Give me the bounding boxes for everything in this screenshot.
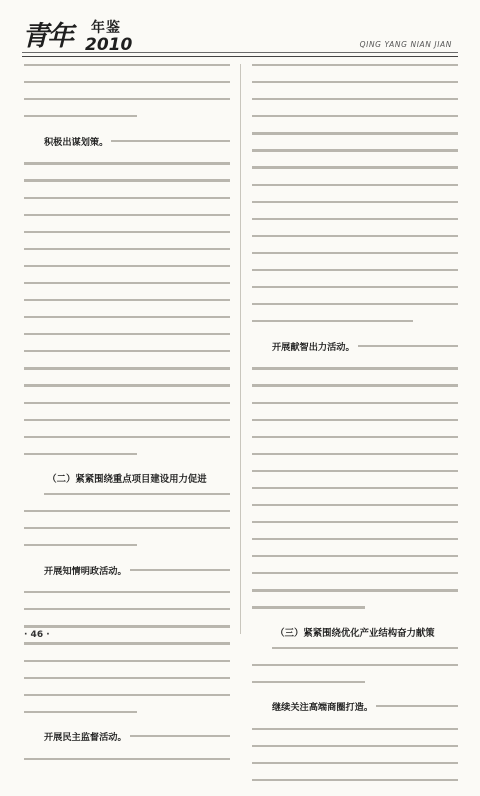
paragraph-lead-in: 开展知情明政活动。 bbox=[44, 565, 127, 577]
logo-calligraphy: 青年 bbox=[22, 21, 72, 52]
section-heading bbox=[24, 470, 230, 487]
masthead-rule-thick bbox=[22, 56, 458, 57]
column-divider bbox=[240, 64, 241, 634]
masthead-pinyin: QING YANG NIAN JIAN bbox=[359, 40, 452, 49]
section-heading-text: （三）紧紧围绕优化产业结构奋力献策 bbox=[275, 628, 435, 640]
lead-paragraph bbox=[44, 561, 230, 578]
lead-paragraph bbox=[272, 698, 458, 715]
section-heading bbox=[252, 624, 458, 641]
paragraph-lead-in: 开展民主监督活动。 bbox=[44, 732, 127, 744]
left-column bbox=[24, 64, 230, 775]
lead-paragraph bbox=[272, 337, 458, 354]
paragraph-lead-in: 开展献智出力活动。 bbox=[272, 341, 355, 353]
masthead bbox=[0, 0, 480, 62]
page-number: · 46 · bbox=[24, 630, 50, 640]
paragraph-lead-in: 继续关注高端商圈打造。 bbox=[272, 702, 374, 714]
masthead-rule bbox=[22, 52, 458, 53]
section-heading-text: （二）紧紧围绕重点项目建设用力促进 bbox=[47, 474, 207, 486]
logo-year: 2010 bbox=[85, 35, 133, 55]
paragraph-lead-in: 积极出谋划策。 bbox=[44, 136, 109, 148]
lead-paragraph bbox=[44, 132, 230, 149]
lead-paragraph bbox=[44, 728, 230, 745]
right-column bbox=[252, 64, 458, 796]
logo-nianjian: 年鉴 bbox=[91, 20, 121, 36]
